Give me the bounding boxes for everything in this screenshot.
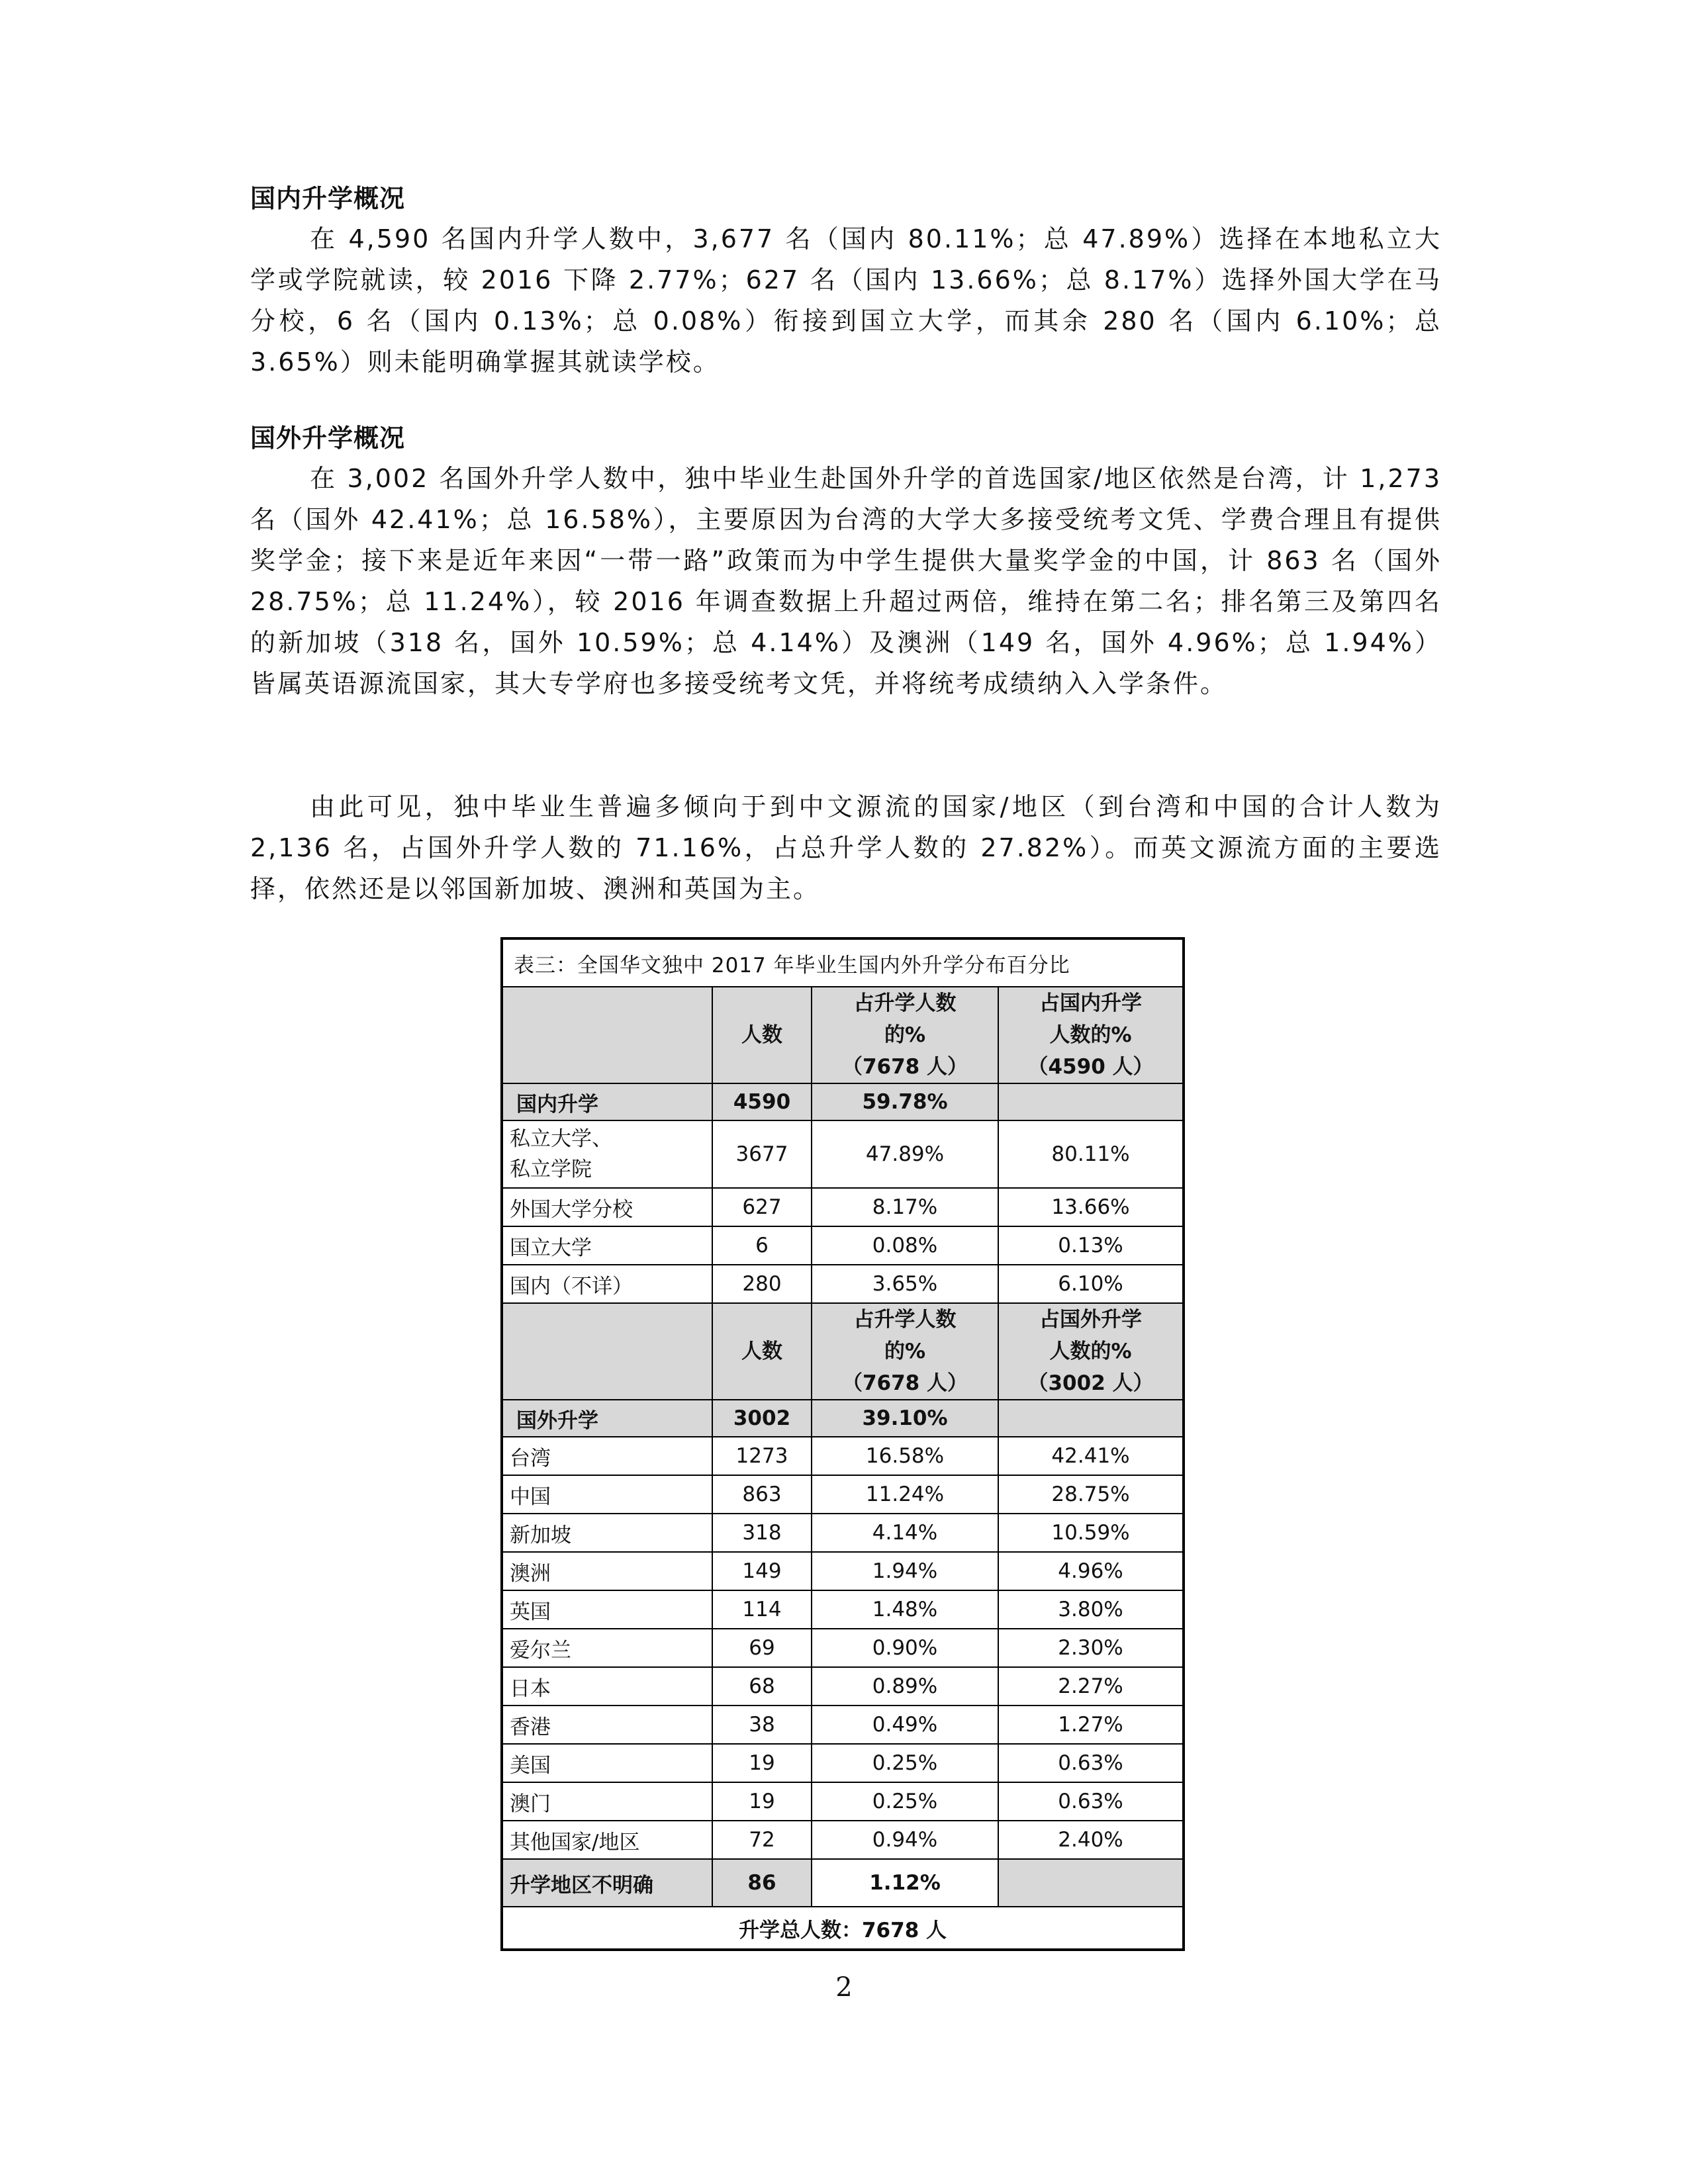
- row-pct-group: 4.96%: [998, 1552, 1184, 1590]
- row-count: 280: [712, 1265, 812, 1303]
- row-pct-total: 0.25%: [812, 1782, 998, 1821]
- overseas-header-row: [502, 1303, 1184, 1400]
- row-pct-group: 0.13%: [998, 1226, 1184, 1265]
- row-pct-total: 0.08%: [812, 1226, 998, 1265]
- row-label: 澳洲: [502, 1552, 712, 1590]
- row-count: 69: [712, 1629, 812, 1667]
- row-label: 澳门: [502, 1782, 712, 1821]
- group-count: 3002: [712, 1400, 812, 1437]
- row-pct-total: 4.14%: [812, 1514, 998, 1552]
- header-cell: [502, 1303, 712, 1400]
- overseas-heading: 国外升学概况: [250, 424, 406, 453]
- row-count: 19: [712, 1782, 812, 1821]
- row-pct-group: 28.75%: [998, 1475, 1184, 1514]
- table-caption: 表三：全国华文独中 2017 年毕业生国内外升学分布百分比: [502, 938, 1184, 987]
- table-row: [502, 1188, 1184, 1226]
- row-pct-group: 2.40%: [998, 1821, 1184, 1859]
- row-label: 台湾: [502, 1437, 712, 1475]
- row-label: 新加坡: [502, 1514, 712, 1552]
- table-row: [502, 1265, 1184, 1303]
- row-pct-group: 0.63%: [998, 1782, 1184, 1821]
- unknown-pct-total: 1.12%: [812, 1859, 998, 1907]
- row-pct-group: 80.11%: [998, 1120, 1184, 1188]
- row-label: 爱尔兰: [502, 1629, 712, 1667]
- group-pct-group: [998, 1400, 1184, 1437]
- summary-paragraph: 由此可见，独中毕业生普遍多倾向于到中文源流的国家/地区（到台湾和中国的合计人数为 2,136 名，占国外升学人数的 71.16%，占总升学人数的 27.82%）。而英文源流方面的主要选择，依然还是以邻国新加坡、澳洲和英国为主。: [250, 792, 1442, 903]
- row-pct-group: 2.30%: [998, 1629, 1184, 1667]
- table-row: [502, 1667, 1184, 1706]
- row-count: 19: [712, 1744, 812, 1782]
- row-label: 香港: [502, 1706, 712, 1744]
- row-label: 国立大学: [502, 1226, 712, 1265]
- table-row: [502, 1821, 1184, 1859]
- row-count: 68: [712, 1667, 812, 1706]
- overseas-group-row: [502, 1400, 1184, 1437]
- row-pct-total: 1.94%: [812, 1552, 998, 1590]
- group-label: 国外升学: [502, 1400, 712, 1437]
- domestic-section: [250, 179, 1442, 383]
- domestic-heading: 国内升学概况: [250, 184, 406, 213]
- total-row: [502, 1907, 1184, 1950]
- overseas-section: [250, 418, 1442, 704]
- row-pct-total: 47.89%: [812, 1120, 998, 1188]
- row-count: 1273: [712, 1437, 812, 1475]
- total-cell: 升学总人数：7678 人: [502, 1907, 1184, 1950]
- row-pct-total: 0.90%: [812, 1629, 998, 1667]
- row-label: 美国: [502, 1744, 712, 1782]
- row-pct-total: 0.89%: [812, 1667, 998, 1706]
- unknown-count: 86: [712, 1859, 812, 1907]
- row-pct-group: 0.63%: [998, 1744, 1184, 1782]
- row-pct-group: 2.27%: [998, 1667, 1184, 1706]
- table-row: [502, 1475, 1184, 1514]
- overseas-paragraph: 在 3,002 名国外升学人数中，独中毕业生赴国外升学的首选国家/地区依然是台湾，计 1,273 名（国外 42.41%；总 16.58%），主要原因为台湾的大学大多接受统考文凭、学费合理且有提供奖学金；接下来是近年来因“一带一路”政策而为中学生提供大量奖学金的中国，计 863 名（国外 28.75%；总 11.24%），较 2016 年调查数据上升超过两倍，维持在第二名；排名第三及第四名的新加坡（318 名，国外 10.59%；总 4.14%）及澳洲（149 名，国外 4.96%；总 1.94%）皆属英语源流国家，其大专学府也多接受统考文凭，并将统考成绩纳入入学条件。: [250, 464, 1442, 698]
- domestic-paragraph: 在 4,590 名国内升学人数中，3,677 名（国内 80.11%；总 47.89%）选择在本地私立大学或学院就读，较 2016 下降 2.77%；627 名（国内 13.66%；总 8.17%）选择外国大学在马分校，6 名（国内 0.13%；总 0.08%）衔接到国立大学，而其余 280 名（国内 6.10%；总 3.65%）则未能明确掌握其就读学校。: [250, 224, 1442, 377]
- row-label: 国内（不详）: [502, 1265, 712, 1303]
- row-pct-group: 3.80%: [998, 1590, 1184, 1629]
- table-row: [502, 1590, 1184, 1629]
- header-cell: 占国外升学 人数的% （3002 人）: [998, 1303, 1184, 1400]
- header-cell: [502, 987, 712, 1083]
- row-label: 日本: [502, 1667, 712, 1706]
- row-pct-group: 1.27%: [998, 1706, 1184, 1744]
- row-pct-total: 1.48%: [812, 1590, 998, 1629]
- table-row: [502, 1437, 1184, 1475]
- row-label: 外国大学分校: [502, 1188, 712, 1226]
- row-count: 149: [712, 1552, 812, 1590]
- header-cell: 占国内升学 人数的% （4590 人）: [998, 987, 1184, 1083]
- group-pct-total: 59.78%: [812, 1083, 998, 1120]
- row-pct-group: 13.66%: [998, 1188, 1184, 1226]
- domestic-group-row: [502, 1083, 1184, 1120]
- table-row: [502, 1629, 1184, 1667]
- group-count: 4590: [712, 1083, 812, 1120]
- row-pct-total: 16.58%: [812, 1437, 998, 1475]
- row-pct-group: 10.59%: [998, 1514, 1184, 1552]
- group-pct-total: 39.10%: [812, 1400, 998, 1437]
- row-label: 英国: [502, 1590, 712, 1629]
- header-cell: 人数: [712, 987, 812, 1083]
- row-count: 3677: [712, 1120, 812, 1188]
- row-count: 318: [712, 1514, 812, 1552]
- row-count: 863: [712, 1475, 812, 1514]
- unknown-label: 升学地区不明确: [502, 1859, 712, 1907]
- header-cell: 人数: [712, 1303, 812, 1400]
- table-row: [502, 1226, 1184, 1265]
- distribution-table: [500, 937, 1182, 1951]
- table-row: [502, 1514, 1184, 1552]
- row-pct-total: 0.25%: [812, 1744, 998, 1782]
- table-row: [502, 1782, 1184, 1821]
- domestic-header-row: [502, 987, 1184, 1083]
- header-cell: 占升学人数 的% （7678 人）: [812, 987, 998, 1083]
- summary-section: [250, 786, 1442, 909]
- row-count: 6: [712, 1226, 812, 1265]
- row-label: 其他国家/地区: [502, 1821, 712, 1859]
- table-row: [502, 1552, 1184, 1590]
- table-row: [502, 1120, 1184, 1188]
- row-pct-total: 0.49%: [812, 1706, 998, 1744]
- row-label: 私立大学、 私立学院: [502, 1120, 712, 1188]
- group-label: 国内升学: [502, 1083, 712, 1120]
- row-pct-group: 42.41%: [998, 1437, 1184, 1475]
- group-pct-group: [998, 1083, 1184, 1120]
- page-number: 2: [835, 1972, 853, 2003]
- unknown-region-row: [502, 1859, 1184, 1907]
- unknown-pct-group: [998, 1859, 1184, 1907]
- row-count: 72: [712, 1821, 812, 1859]
- row-count: 627: [712, 1188, 812, 1226]
- row-pct-total: 0.94%: [812, 1821, 998, 1859]
- table-row: [502, 1744, 1184, 1782]
- row-count: 114: [712, 1590, 812, 1629]
- table-row: [502, 1706, 1184, 1744]
- row-pct-total: 3.65%: [812, 1265, 998, 1303]
- row-pct-group: 6.10%: [998, 1265, 1184, 1303]
- row-pct-total: 8.17%: [812, 1188, 998, 1226]
- row-count: 38: [712, 1706, 812, 1744]
- row-pct-total: 11.24%: [812, 1475, 998, 1514]
- header-cell: 占升学人数 的% （7678 人）: [812, 1303, 998, 1400]
- row-label: 中国: [502, 1475, 712, 1514]
